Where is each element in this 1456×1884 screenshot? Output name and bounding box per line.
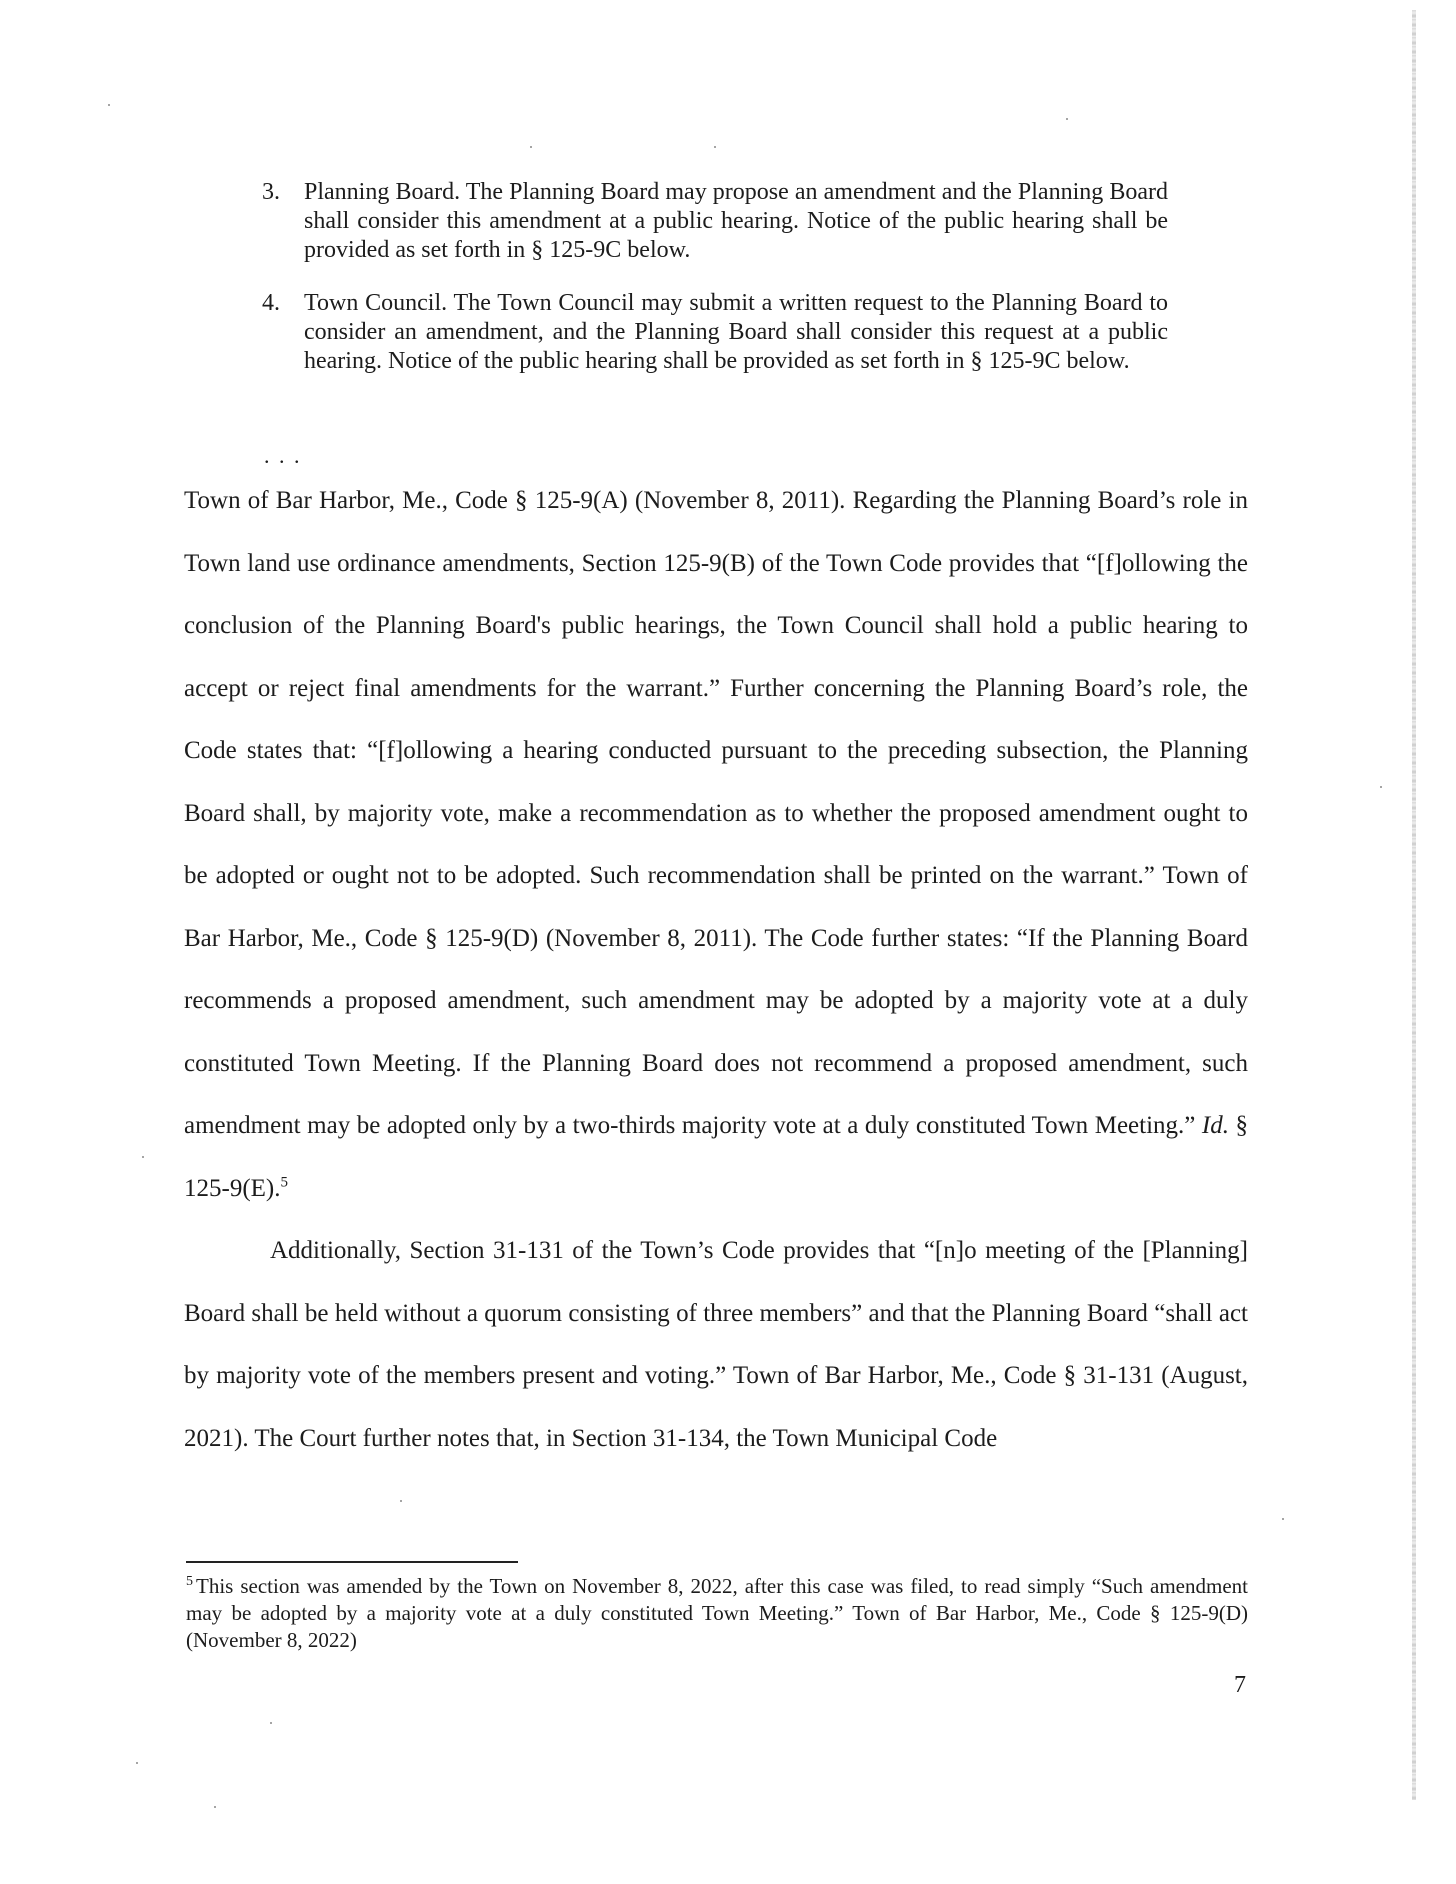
footnote-number: 5 [186,1574,193,1589]
paragraph-text: § 125-9(E). [184,1112,1248,1202]
scan-speck [1380,786,1382,788]
quote-item [262,178,1168,265]
scan-speck [1282,1518,1284,1520]
footnote-text: This section was amended by the Town on November 8, 2022, after this case was filed, to read simply “Such amendment may be adopted by a majority vote at a duly constituted Town Meeting.” Town of Bar Harbor, Me., Code § 125-9(D) (November 8, 2022) [186,1574,1248,1652]
paragraph-quorum: Additionally, Section 31-131 of the Town’s Code provides that “[n]o meeting of the [Planning] Board shall be held without a quorum consisting of three members” and that the Planning Board “shall act by majority vote of the members present and voting.” Town of Bar Harbor, Me., Code § 31-131 (August, 2021). The Court further notes that, in Section 31-134, the Town Municipal Code [184,1237,1248,1452]
paragraph-text: Town of Bar Harbor, Me., Code § 125-9(A) (November 8, 2011). Regarding the Planning Board’s role in Town land use ordinance amendments, Section 125-9(B) of the Town Code provides that “[f]ollowing the conclusion of the Planning Board's public hearings, the Town Council shall hold a public hearing to accept or reject final amendments for the warrant.” Further concerning the Planning Board’s role, the Code states that: “[f]ollowing a hearing conducted pursuant to the preceding subsection, the Planning Board shall, by majority vote, make a recommendation as to whether the proposed amendment ought to be adopted or ought not to be adopted. Such recommendation shall be printed on the warrant.” Town of Bar Harbor, Me., Code § 125-9(D) (November 8, 2011). The Code further states: “If the Planning Board recommends a proposed amendment, such amendment may be adopted by a majority vote at a duly constituted Town Meeting. If the Planning Board does not recommend a proposed amendment, such amendment may be adopted only by a two-thirds majority vote at a duly constituted Town Meeting.” [184,487,1248,1139]
scan-speck [1066,118,1068,120]
body-text [184,470,1248,1470]
page-number: 7 [1234,1672,1246,1698]
scan-speck [714,146,716,148]
footnote-divider [186,1561,518,1563]
footnote-reference: 5 [280,1174,288,1191]
quote-item-text: Town Council. The Town Council may submit a written request to the Planning Board to consider an amendment, and the Planning Board shall consider this request at a public hearing. Notice of the public hearing shall be provided as set forth in § 125-9C below. [304,290,1168,374]
scan-speck [214,1806,216,1808]
scan-edge-artifact [1412,10,1416,1800]
omission-ellipsis: . . . [264,443,302,468]
scan-speck [142,1156,144,1158]
scan-speck [108,104,110,106]
block-quote [262,178,1168,400]
id-citation: Id. [1201,1112,1229,1139]
quote-item-text: Planning Board. The Planning Board may propose an amendment and the Planning Board shall consider this amendment at a public hearing. Notice of the public hearing shall be provided as set forth in § 125-9C below. [304,179,1168,263]
quote-item-number: 3. [262,179,280,205]
scan-speck [136,1762,138,1764]
quote-item [262,289,1168,376]
scan-speck [530,146,532,148]
paragraph-code-provisions [184,470,1248,1220]
quote-item-number: 4. [262,290,280,316]
scan-speck [400,1500,402,1502]
scan-speck [270,1722,272,1724]
footnote [186,1573,1248,1654]
